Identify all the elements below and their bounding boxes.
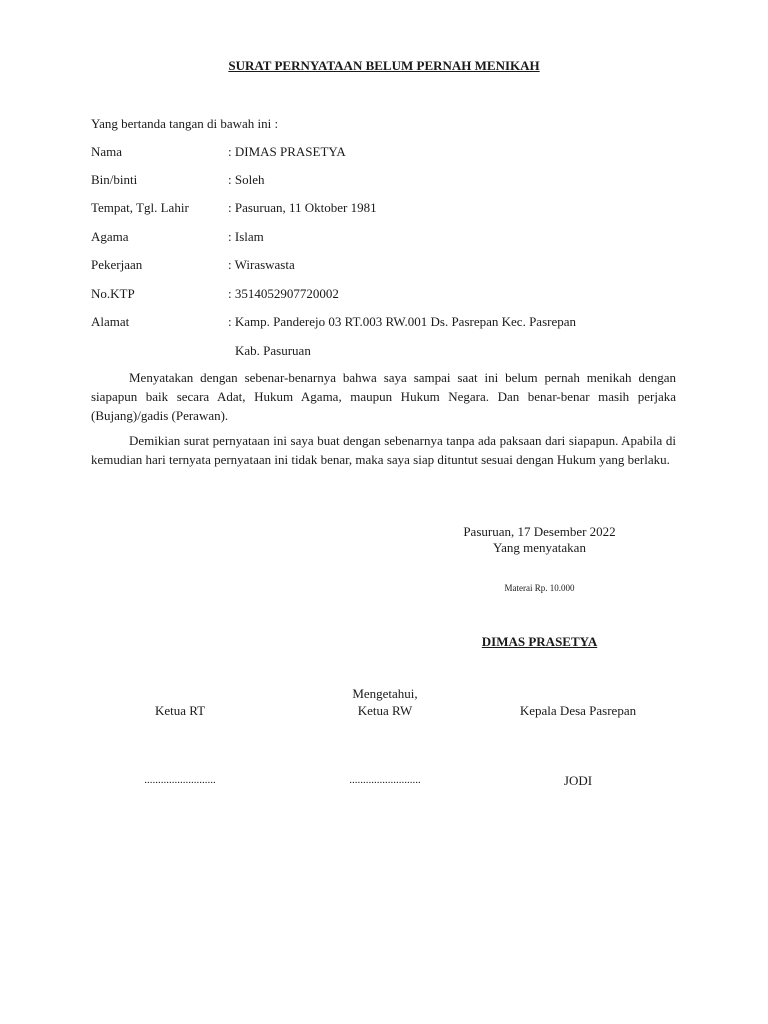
yang-menyatakan: Yang menyatakan xyxy=(493,540,586,555)
statement-paragraph: Menyatakan dengan sebenar-benarnya bahwa saya sampai saat ini belum pernah menikah dengan siapapun baik secara Adat, Hukum Agama, maupun Hukum Negara. Dan benar-benar masih perjaka (Bujang)/gadis (Perawan). xyxy=(91,370,676,423)
kepala-desa-name: JODI xyxy=(563,773,593,788)
field-label: Alamat xyxy=(91,314,130,329)
ketua-rt-label: Ketua RT xyxy=(154,703,206,718)
place-date: Pasuruan, 17 Desember 2022 xyxy=(463,524,616,539)
field-label: No.KTP xyxy=(91,286,135,301)
document-title: SURAT PERNYATAAN BELUM PERNAH MENIKAH xyxy=(228,58,540,73)
field-label: Tempat, Tgl. Lahir xyxy=(91,200,189,215)
field-label: Pekerjaan xyxy=(91,257,143,272)
address-line-2: Kab. Pasuruan xyxy=(235,343,311,358)
field-label: Agama xyxy=(91,229,129,244)
field-value: : Pasuruan, 11 Oktober 1981 xyxy=(228,200,377,215)
field-value: : Soleh xyxy=(228,172,265,187)
materai-stamp: Materai Rp. 10.000 xyxy=(504,583,575,593)
field-value: : 3514052907720002 xyxy=(228,286,339,301)
field-value: : Islam xyxy=(228,229,264,244)
ketua-rt-signature-line: .......................... xyxy=(144,774,216,786)
field-label: Nama xyxy=(91,144,123,159)
field-value: : DIMAS PRASETYA xyxy=(228,144,346,159)
signer-name: DIMAS PRASETYA xyxy=(481,634,598,649)
closing-paragraph: Demikian surat pernyataan ini saya buat dengan sebenarnya tanpa ada paksaan dari siapapun. Apabila di kemudian hari ternyata pernyataan ini tidak benar, maka saya siap dituntut sesuai dengan Hukum yang berlaku. xyxy=(91,433,676,467)
kepala-desa-label: Kepala Desa Pasrepan xyxy=(519,703,637,718)
ketua-rw-signature-line: .......................... xyxy=(349,774,421,786)
field-value: : Wiraswasta xyxy=(228,257,295,272)
ketua-rw-label: Ketua RW xyxy=(357,703,413,718)
mengetahui-label: Mengetahui, xyxy=(352,686,418,701)
intro-text: Yang bertanda tangan di bawah ini : xyxy=(91,116,279,131)
field-value: : Kamp. Panderejo 03 RT.003 RW.001 Ds. Pasrepan Kec. Pasrepan xyxy=(228,314,576,329)
field-label: Bin/binti xyxy=(91,172,138,187)
